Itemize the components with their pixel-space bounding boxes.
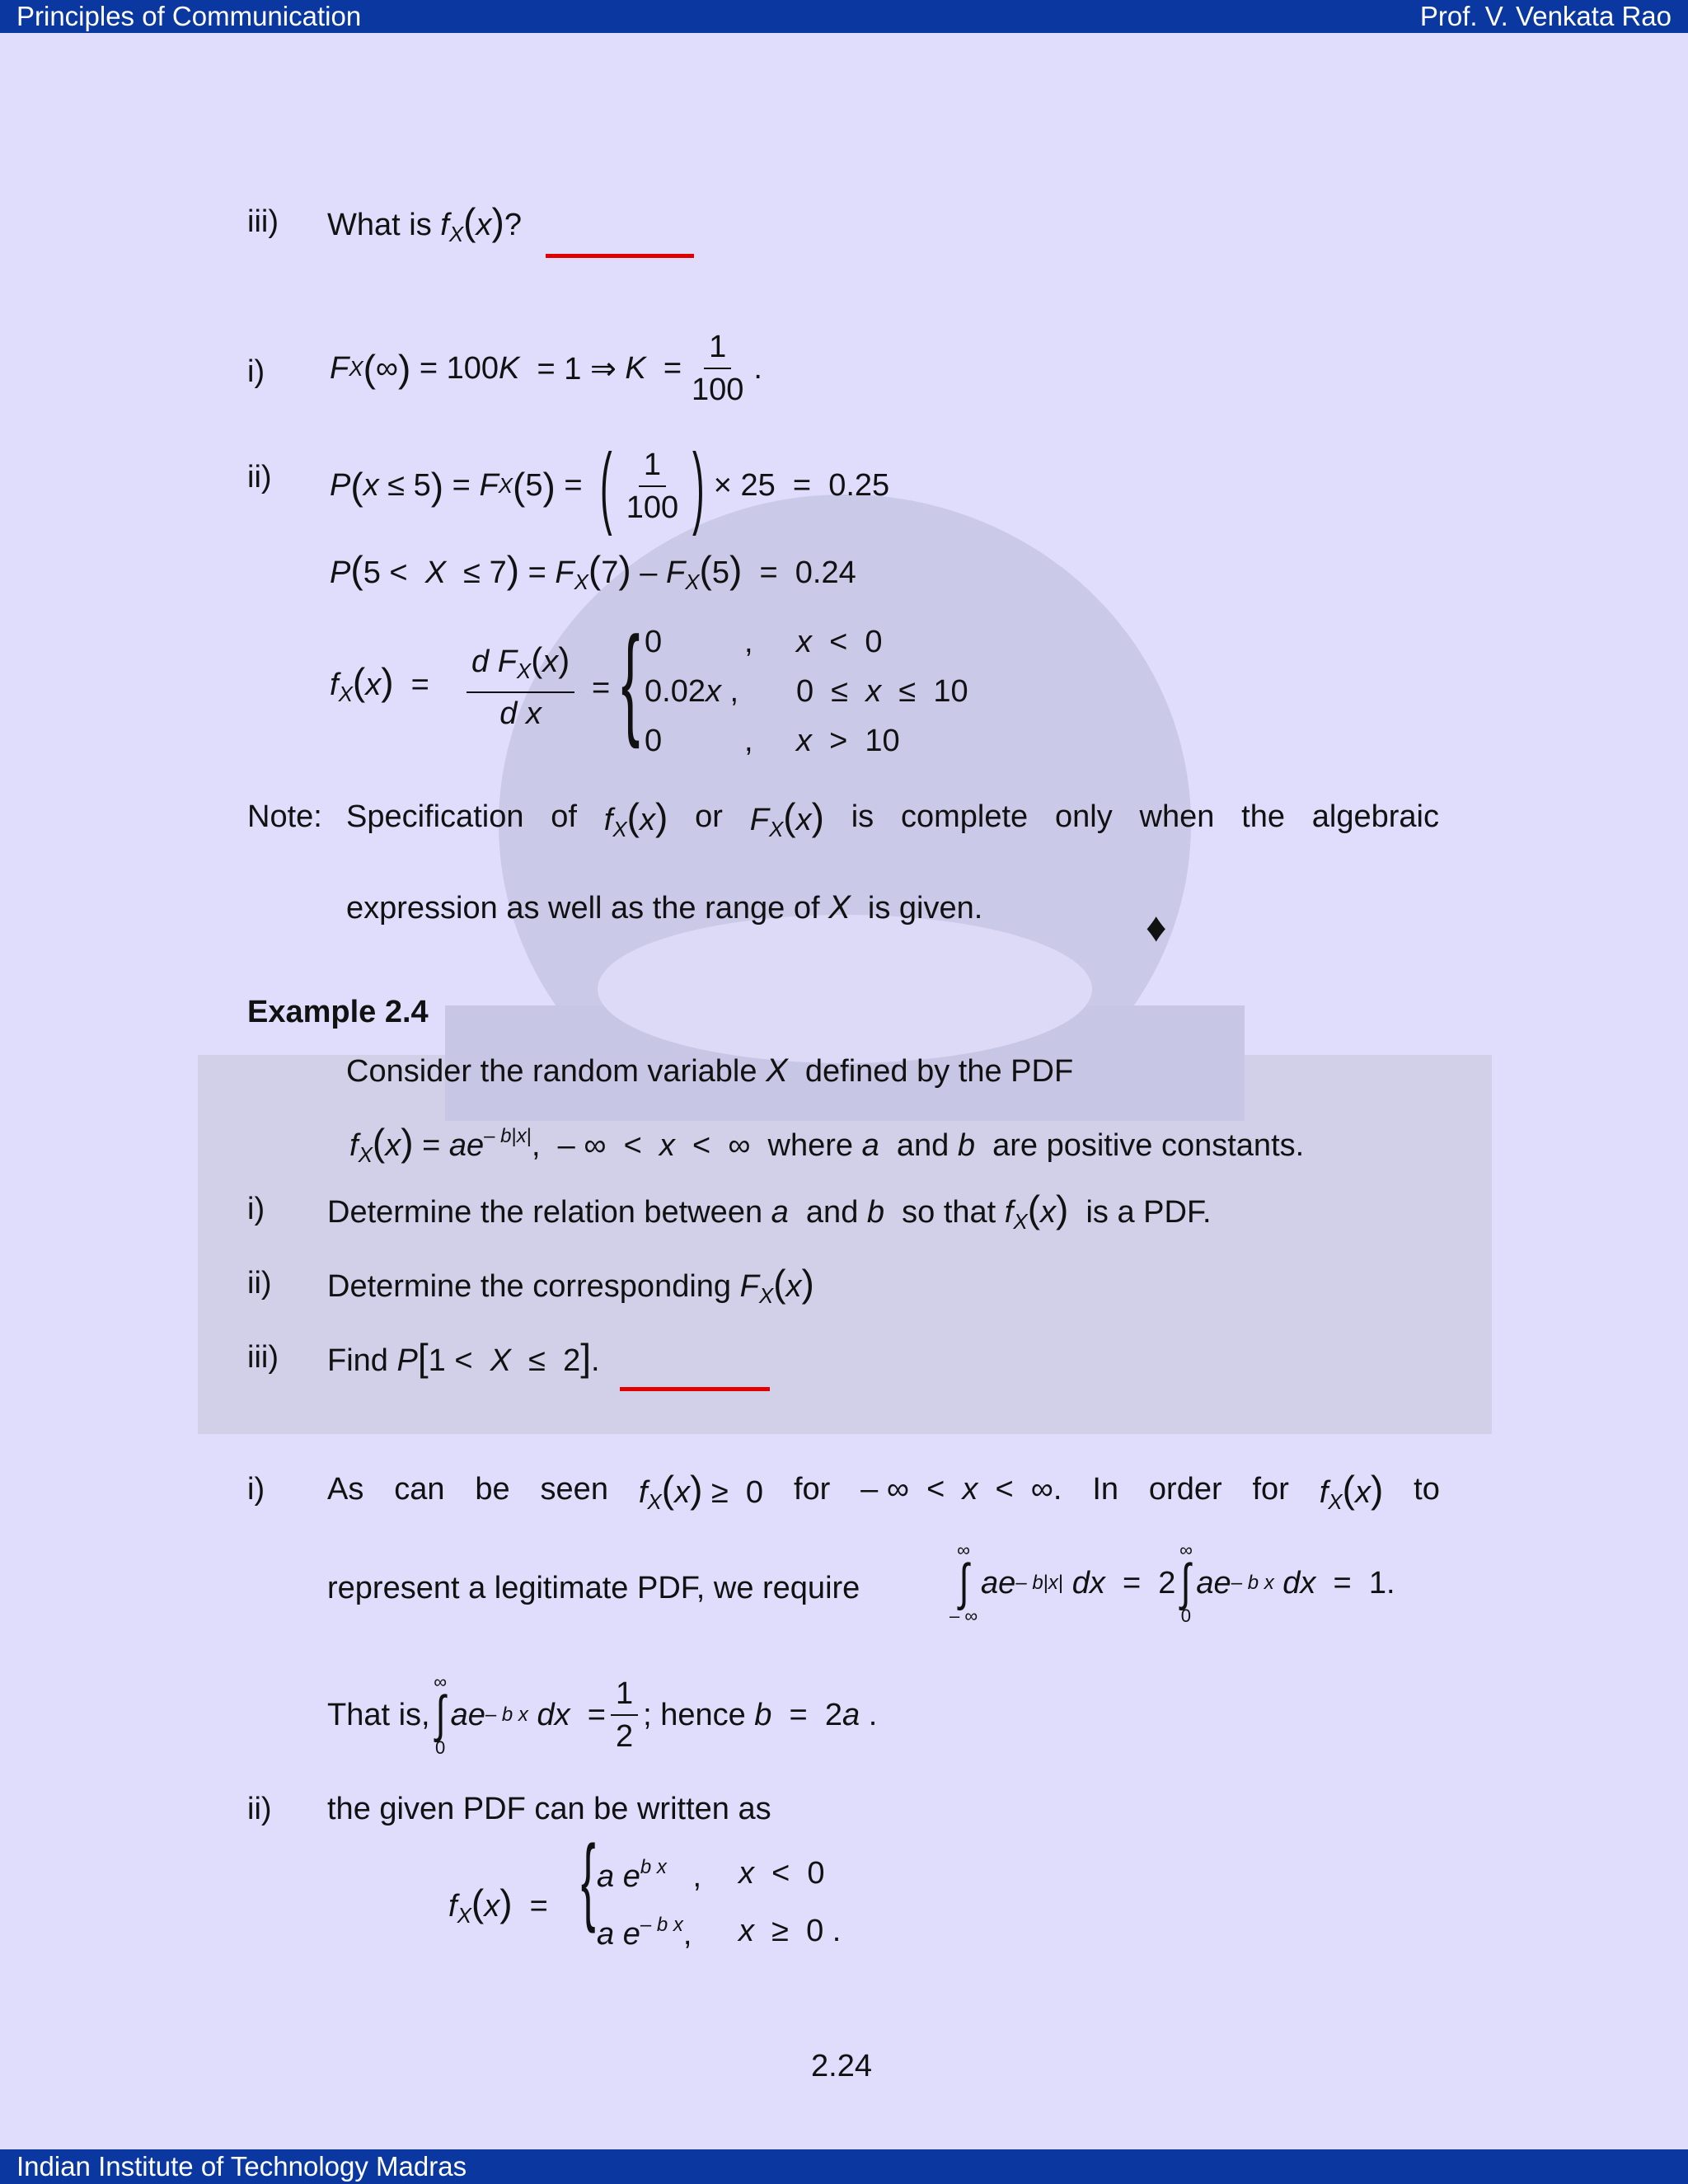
case-row: 0 ≤ x ≤ 10 <box>796 674 968 709</box>
case-row: x ≥ 0 . <box>738 1914 842 1948</box>
example-and: and <box>896 1128 950 1163</box>
note-line-2: expression as well as the range of X is given. <box>346 889 983 926</box>
part-i-end: is a PDF. <box>1085 1195 1212 1230</box>
part-i-mid: so that <box>902 1195 996 1230</box>
page-number: 2.24 <box>811 2049 872 2083</box>
example-pdf-end: are positive constants. <box>992 1128 1305 1163</box>
note-word: or <box>695 799 723 834</box>
answer-word: order <box>1148 1472 1222 1507</box>
answer-word: for <box>793 1472 831 1507</box>
answer-ii-text: the given PDF can be written as <box>327 1792 771 1826</box>
answer-range: – ∞ < x < ∞. <box>860 1472 1062 1507</box>
answer-nonneg: $f_X(x) \ge 0$ <box>638 1468 764 1514</box>
footer-bar <box>0 2149 1688 2184</box>
note-word: of <box>551 799 577 834</box>
case-row: , <box>744 724 753 758</box>
note-line-2-text: expression as well as the range of <box>346 891 820 926</box>
answer-ii-label: ii) <box>247 1792 272 1826</box>
note-label: Note: <box>247 799 322 834</box>
end-of-example-diamond-icon: ♦ <box>1146 904 1167 950</box>
case-row: a $e^{- b x}$, <box>597 1914 692 1952</box>
piecewise-brace: { <box>621 611 640 749</box>
example-title: Example 2.4 <box>247 995 429 1029</box>
normalization-integral: ∞ ∫ – ∞ a e – b|x| dx = 2 ∞ ∫ 0 a e – b x dx = 1. <box>950 1540 1395 1626</box>
footer-institute: Indian Institute of Technology Madras <box>16 2151 467 2182</box>
part-i-text: Determine the relation between a and b so that $f_X(x)$ is a PDF. <box>327 1188 1212 1234</box>
example-intro: Consider the random variable X defined by the PDF <box>346 1052 1074 1089</box>
note-word: algebraic <box>1311 799 1439 834</box>
header-author: Prof. V. Venkata Rao <box>1419 1 1672 31</box>
note-word: complete <box>900 799 1029 834</box>
answer-word: be <box>475 1472 510 1507</box>
note-Fx: $F_X(x)$ <box>749 795 824 841</box>
answer-i-label: i) <box>247 1472 265 1507</box>
part-iii-label: iii) <box>247 1340 279 1375</box>
note-word: Specification <box>346 799 524 834</box>
answer-i-line-3: That is, ∞ ∫ 0 a e – b x dx = $\frac{1}{2}$ ; hence b = 2 a . <box>327 1671 878 1758</box>
hence: ; hence <box>643 1697 746 1732</box>
part-i-prefix: Determine the relation between <box>327 1195 763 1230</box>
piecewise-brace: { <box>580 1825 596 1934</box>
part-ii-text: Determine the corresponding $F_X(x)$ <box>327 1262 814 1308</box>
probability-interval-equation: $P(5 < X \le 7) = F_X(7) - F_X(5) = 0.24$ <box>330 548 856 594</box>
case-row: a $e^{b x}$ , <box>597 1856 702 1894</box>
header-bar <box>0 0 1688 33</box>
note-word: only <box>1054 799 1113 834</box>
note-word: the <box>1241 799 1285 834</box>
question-iii-prefix: What is <box>327 208 432 242</box>
example-pdf-definition: $f_X(x) = ae^{- b|x|}$, – ∞ < x < ∞ where a and b are positive constants. <box>349 1121 1305 1167</box>
answer-fx: $f_X(x)$ <box>1319 1468 1384 1514</box>
note-word: when <box>1139 799 1215 834</box>
solution-ii-equation: P ( x ≤ 5 ) = F X ( 5 ) = ( $\frac{1}{100}$ ) × 25 = 0.25 <box>330 435 890 537</box>
part-ii-label: ii) <box>247 1266 272 1301</box>
note-line-2-end: is given. <box>867 891 983 926</box>
answer-word: for <box>1252 1472 1289 1507</box>
case-row: x < 0 <box>738 1856 825 1891</box>
case-row: x > 10 <box>796 724 900 758</box>
case-row: 0.02x , <box>645 674 739 709</box>
question-iii-label: iii) <box>247 204 279 239</box>
part-i-label: i) <box>247 1192 265 1226</box>
answer-word: In <box>1092 1472 1119 1507</box>
question-iii-text: What is $f_X(x)$? <box>327 200 522 246</box>
example-where: where <box>767 1128 854 1163</box>
note-line-1 <box>346 795 1439 848</box>
equals-sign: = <box>592 671 611 705</box>
example-intro-end: defined by the PDF <box>804 1054 1074 1089</box>
red-underline <box>620 1387 770 1391</box>
part-ii-prefix: Determine the corresponding <box>327 1269 732 1304</box>
case-row: 0 <box>645 625 663 659</box>
case-row: 0 <box>645 724 663 758</box>
part-iii-text: Find P[1 < X ≤ 2]. <box>327 1336 600 1379</box>
solution-i-label: i) <box>247 354 265 389</box>
case-row: x < 0 <box>796 625 883 659</box>
header-course-title: Principles of Communication <box>16 1 362 31</box>
answer-word: As <box>327 1472 364 1507</box>
part-i-and: and <box>805 1195 859 1230</box>
answer-i-line-1 <box>327 1470 1440 1521</box>
answer-word: seen <box>540 1472 608 1507</box>
pdf-definition-lhs: $f_X(x)$ = <box>330 660 429 706</box>
example-intro-text: Consider the random variable <box>346 1054 757 1089</box>
solution-i-equation: F X ( ∞ ) = 100 K = 1 ⇒ K = $\frac{1}{100}$ . <box>330 330 762 407</box>
note-fx: $f_X(x)$ <box>603 795 668 841</box>
case-row: , <box>744 625 753 659</box>
note-word: is <box>851 799 874 834</box>
that-is: That is, <box>327 1697 430 1732</box>
answer-word: to <box>1414 1472 1440 1507</box>
answer-word: can <box>394 1472 445 1507</box>
part-iii-prefix: Find <box>327 1343 388 1378</box>
piecewise-pdf-lhs: $f_X(x)$ = <box>448 1882 548 1928</box>
answer-i-line-2-text: represent a legitimate PDF, we require <box>327 1571 860 1605</box>
red-underline <box>546 254 694 258</box>
solution-ii-label: ii) <box>247 460 272 494</box>
pdf-derivative-fraction: $\frac{d F_X(x)}{\text{d x}}$ <box>462 643 579 731</box>
